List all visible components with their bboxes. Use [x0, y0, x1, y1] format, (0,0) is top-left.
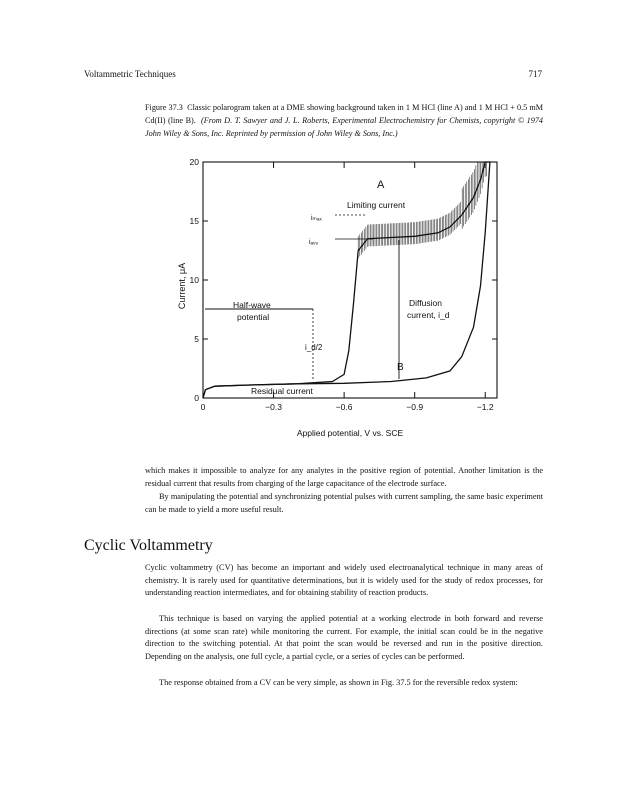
- y-tick-label: 20: [189, 158, 199, 167]
- running-head: [84, 69, 542, 79]
- label-imax: iₘₐₓ: [311, 215, 322, 222]
- x-tick-label: −0.3: [265, 402, 282, 412]
- label-diffusion-1: Diffusion: [409, 298, 442, 308]
- series-a-line: [203, 162, 490, 398]
- label-id-half: i_d/2: [305, 343, 323, 352]
- caption-credit: (From D. T. Sawyer and J. L. Roberts, Experimental Electrochemistry for Chemists, copyright © 1974 John Wiley & Sons, Inc. Reprinted by permission of John Wiley & Sons, Inc.): [145, 116, 544, 138]
- y-axis-ticks: [190, 158, 497, 403]
- y-tick-label: 5: [194, 334, 199, 344]
- paragraph-4: This technique is based on varying the applied potential at a working electrode in both forward and reverse directions (at some scan rate) while monitoring the current. For example, the initial scan could be in the negative direction to the switching potential. At that point the scan would be reversed and run in the positive direction. Depending on the analysis, one full cycle, a partial cycle, or a series of cycles can be performed.: [145, 614, 543, 661]
- plot-frame: [203, 162, 497, 398]
- y-tick-label: 15: [189, 216, 199, 226]
- y-tick-label: 0: [194, 393, 199, 403]
- x-tick-label: 0: [200, 402, 206, 412]
- y-tick-label: 10: [189, 275, 199, 285]
- section-title: Voltammetric Techniques: [84, 69, 176, 79]
- x-tick-label: −0.6: [335, 402, 353, 412]
- x-axis-label: Applied potential, V vs. SCE: [296, 428, 404, 438]
- current-oscillations: [358, 162, 487, 258]
- label-residual-current: Residual current: [251, 386, 313, 396]
- page-number: 717: [528, 69, 542, 79]
- x-tick-label: −0.9: [406, 402, 424, 412]
- polarogram-figure: [165, 158, 515, 448]
- x-tick-label: −1.2: [476, 402, 494, 412]
- paragraph-1: which makes it impossible to analyze for any analytes in the positive region of potential. Another limitation is the residual current that results from charging of the large capacitance of the electrode surface.: [145, 466, 543, 488]
- paragraph-2: By manipulating the potential and synchronizing potential pulses with current sampling, the same basic experiment can be made to yield a more useful result.: [145, 492, 543, 514]
- label-a: A: [377, 179, 385, 191]
- paragraph-5: The response obtained from a CV can be very simple, as shown in Fig. 37.5 for the reversible redox system:: [159, 678, 518, 687]
- caption-label: Figure 37.3: [145, 103, 183, 112]
- label-half-wave-1: Half-wave: [233, 300, 271, 310]
- section-heading: Cyclic Voltammetry: [84, 537, 213, 554]
- label-half-wave-2: potential: [237, 312, 270, 322]
- caption-text: Classic polarogram taken at a DME showing background taken in 1 M HCl (line A) and 1 M HCl + 0.5 mM Cd(II) (line B).: [145, 103, 543, 125]
- label-b: B: [397, 362, 404, 373]
- label-limiting-current: Limiting current: [347, 200, 406, 210]
- label-diffusion-2: current, i_d: [407, 310, 450, 320]
- label-iavg: iₐᵥ₉: [309, 239, 319, 246]
- y-axis-label: Current, μA: [177, 262, 187, 310]
- paragraph-3: Cyclic voltammetry (CV) has become an important and widely used electroanalytical technique in many areas of chemistry. It is rarely used for quantitative determinations, but it is widely used for the study of redox processes, for understanding reaction intermediates, and for obtaining stability of reaction products.: [145, 563, 543, 598]
- figure-caption: [145, 101, 543, 140]
